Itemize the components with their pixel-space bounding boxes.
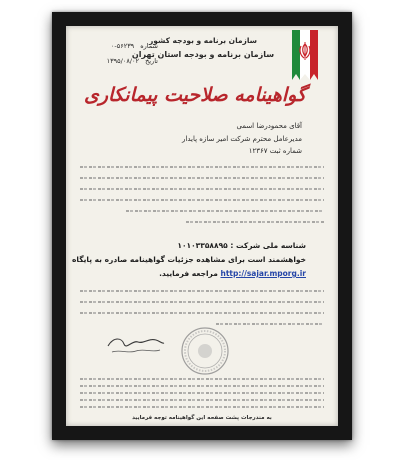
date-label: تاریخ xyxy=(145,57,158,65)
illegible-text-line xyxy=(80,385,324,387)
illegible-text-line xyxy=(80,290,324,292)
certificate-date xyxy=(88,57,158,65)
registration-number: شماره ثبت ۱۲۳۶۷ xyxy=(248,147,302,155)
certificate-number xyxy=(88,42,158,50)
company-line: مدیرعامل محترم شرکت امیر سازه پایدار xyxy=(182,135,302,143)
illegible-text-line xyxy=(126,210,324,212)
illegible-text-line xyxy=(80,166,324,168)
certificate-title: گواهینامه صلاحیت پیمانکاری xyxy=(83,84,306,106)
illegible-text-line xyxy=(80,199,324,201)
date-value: ۱۳۹۵/۰۸/۰۲ xyxy=(106,57,139,65)
portal-request-text: خواهشمند است برای مشاهده جزئیات گواهینامه صادره به پایگاه xyxy=(71,255,306,264)
official-seal xyxy=(180,326,230,376)
illegible-text-line xyxy=(80,378,324,380)
illegible-text-line xyxy=(186,221,324,223)
number-label: شماره xyxy=(140,42,158,50)
iran-emblem-ribbon-icon xyxy=(292,30,318,80)
recipient-name: آقای محمودرضا اسمی xyxy=(236,122,302,130)
illegible-text-line xyxy=(80,188,324,190)
national-id: شناسه ملی شرکت : ۱۰۱۰۳۳۵۸۸۹۵ xyxy=(177,241,306,250)
illegible-text-line xyxy=(80,406,324,408)
portal-link[interactable]: http://sajar.mporg.ir xyxy=(220,269,306,278)
org-country-heading: سازمان برنامه و بودجه کشور xyxy=(148,36,258,45)
org-province-heading: سازمان برنامه و بودجه استان تهران xyxy=(131,50,275,59)
portal-visit-text: مراجعه فرمایید. xyxy=(159,269,218,278)
certificate-frame xyxy=(52,12,352,440)
illegible-text-line xyxy=(80,392,324,394)
back-page-note: به مندرجات پشت صفحه این گواهینامه توجه فرمایید xyxy=(132,415,272,421)
illegible-text-line xyxy=(80,177,324,179)
number-value: ۵۶۲۳۹-۰ xyxy=(110,42,135,50)
illegible-text-line xyxy=(80,301,324,303)
illegible-text-line xyxy=(80,312,324,314)
signature xyxy=(104,332,168,358)
portal-url-line xyxy=(86,269,306,278)
certificate-paper xyxy=(66,26,338,426)
illegible-text-line xyxy=(80,399,324,401)
illegible-text-line xyxy=(216,323,324,325)
